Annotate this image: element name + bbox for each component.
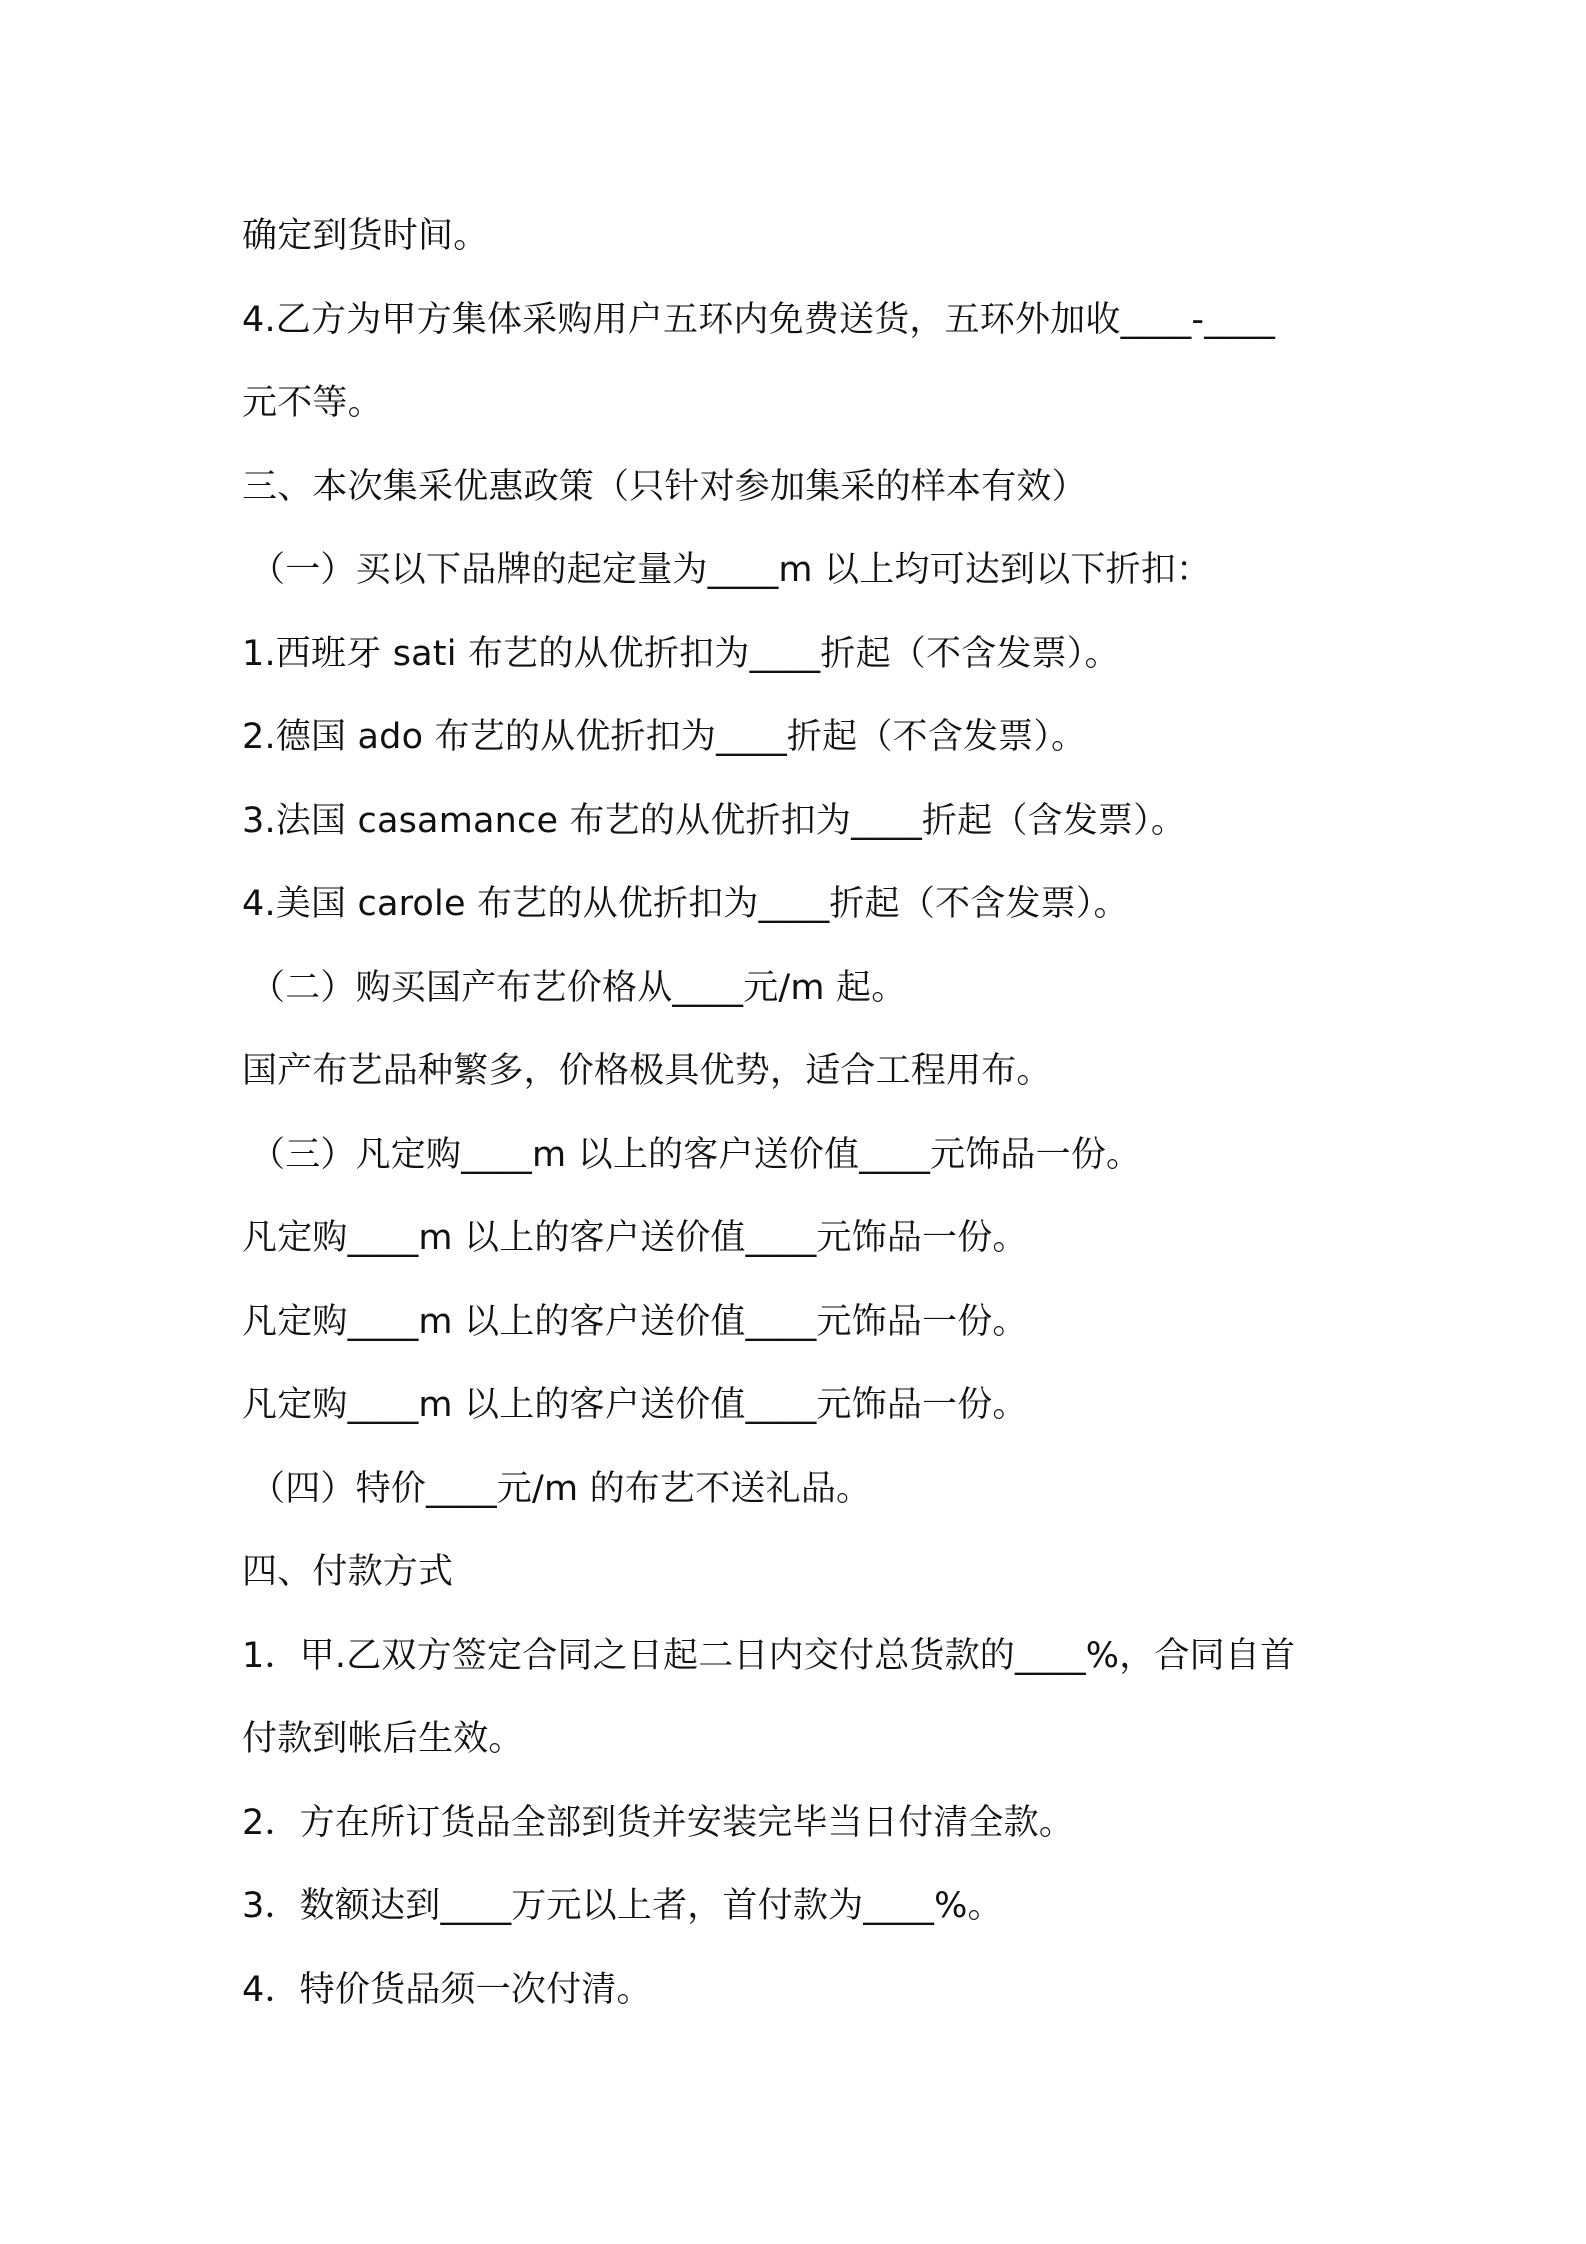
text-line-gift-tier: 凡定购____m 以上的客户送价值____元饰品一份。	[242, 1218, 1028, 1258]
subsection-domestic-price: （二）购买国产布艺价格从____元/m 起。	[250, 967, 907, 1008]
list-item-payment-3: 3．数额达到____万元以上者，首付款为____%。	[242, 1886, 1003, 1926]
text-line-free-delivery: 4.乙方为甲方集体采购用户五环内免费送货，五环外加收____-____	[242, 299, 1276, 340]
list-item-carole: 4.美国 carole 布艺的从优折扣为____折起（不含发票）。	[242, 884, 1129, 924]
list-item-casamance: 3.法国 casamance 布艺的从优折扣为____折起（含发票）。	[242, 800, 1187, 841]
list-item-sati: 1.西班牙 sati 布艺的从优折扣为____折起（不含发票）。	[242, 633, 1120, 674]
text-line-delivery-time: 确定到货时间。	[242, 216, 489, 256]
text-line-payment-1-cont: 付款到帐后生效。	[242, 1719, 524, 1759]
subsection-brand-minimum: （一）买以下品牌的起定量为____m 以上均可达到以下折扣：	[250, 550, 1212, 590]
text-line-domestic-advantage: 国产布艺品种繁多，价格极具优势，适合工程用布。	[242, 1051, 1052, 1091]
subsection-special-price: （四）特价____元/m 的布艺不送礼品。	[250, 1468, 872, 1509]
section-heading-payment: 四、付款方式	[242, 1552, 454, 1592]
section-heading-promotion: 三、本次集采优惠政策（只针对参加集采的样本有效）	[242, 466, 1087, 507]
list-item-payment-1: 1．甲.乙双方签定合同之日起二日内交付总货款的____%，合同自首	[242, 1635, 1296, 1676]
list-item-payment-2: 2．方在所订货品全部到货并安装完毕当日付清全款。	[242, 1802, 1075, 1843]
document-body	[242, 195, 1362, 2032]
list-item-ado: 2.德国 ado 布艺的从优折扣为____折起（不含发票）。	[242, 717, 1087, 757]
list-item-payment-4: 4．特价货品须一次付清。	[242, 1969, 652, 2010]
text-line-gift-tier: 凡定购____m 以上的客户送价值____元饰品一份。	[242, 1301, 1028, 1342]
text-line-fee-range: 元不等。	[242, 383, 383, 423]
subsection-gift-offer: （三）凡定购____m 以上的客户送价值____元饰品一份。	[250, 1134, 1142, 1175]
text-line-gift-tier: 凡定购____m 以上的客户送价值____元饰品一份。	[242, 1385, 1028, 1425]
